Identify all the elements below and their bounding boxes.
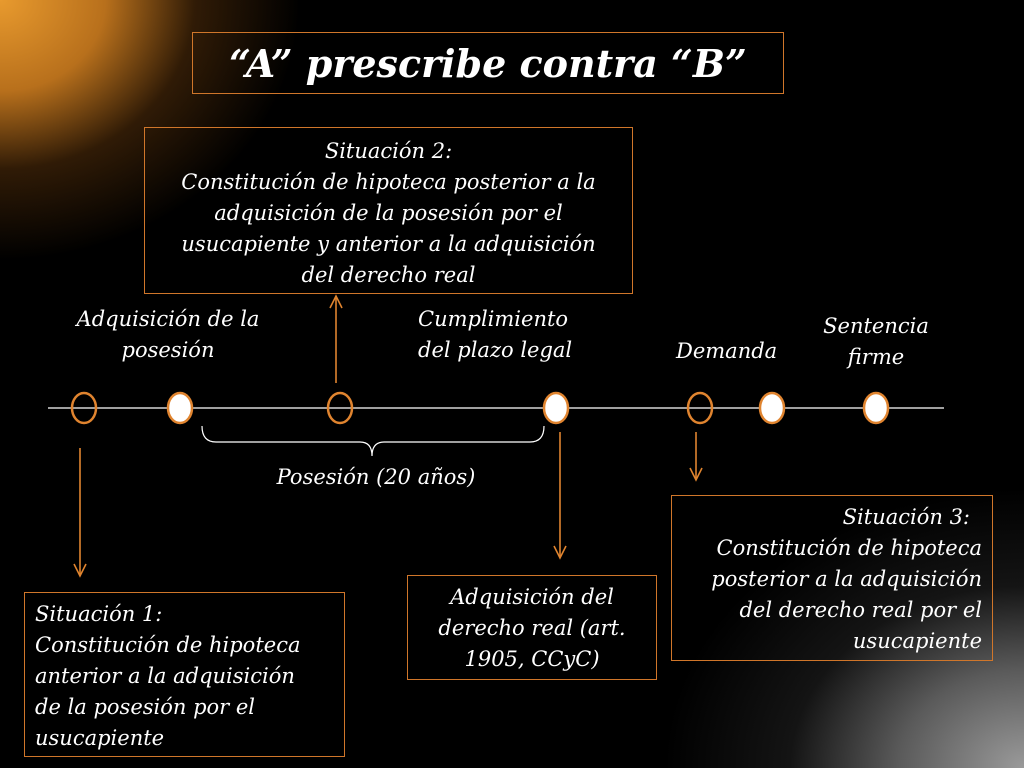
situacion-1-line: usucapiente — [35, 726, 165, 750]
situacion-1-line: de la posesión por el — [35, 695, 256, 719]
label-cumplimiento: Cumplimiento del plazo legal — [418, 307, 573, 362]
page-title: “A” prescribe contra “B” — [192, 32, 784, 94]
label-sentencia: Sentencia firme — [823, 314, 929, 369]
adquisicion-derecho-line: derecho real (art. — [438, 616, 626, 640]
situacion-2-box — [144, 127, 633, 294]
adquisicion-derecho-box — [407, 575, 657, 680]
timeline-node-2 — [168, 393, 192, 423]
situacion-1-line: Constitución de hipoteca — [35, 633, 301, 657]
situacion-1-heading: Situación 1: — [35, 602, 163, 626]
situacion-2-line: usucapiente y anterior a la adquisición — [181, 232, 596, 256]
situacion-1-box — [24, 592, 345, 757]
situacion-3-line: posterior a la adquisición — [711, 567, 982, 591]
label-posesion-span: Posesión (20 años) — [276, 465, 476, 489]
situacion-2-line: del derecho real — [301, 263, 476, 287]
timeline-node-6 — [760, 393, 784, 423]
timeline-node-4 — [544, 393, 568, 423]
situacion-2-line: Constitución de hipoteca posterior a la — [181, 170, 596, 194]
situacion-3-box — [671, 495, 993, 661]
situacion-3-line: del derecho real por el — [739, 598, 982, 622]
adquisicion-derecho-line: Adquisición del — [450, 585, 614, 609]
label-demanda: Demanda — [676, 339, 778, 363]
adquisicion-derecho-line: 1905, CCyC) — [464, 647, 600, 671]
posesion-brace — [202, 426, 544, 456]
timeline-node-7 — [864, 393, 888, 423]
situacion-2-line: adquisición de la posesión por el — [214, 201, 563, 225]
label-adquisicion-posesion: Adquisición de la posesión — [76, 307, 260, 362]
situacion-3-line: Constitución de hipoteca — [716, 536, 982, 560]
situacion-1-line: anterior a la adquisición — [35, 664, 295, 688]
situacion-3-heading: Situación 3: — [842, 505, 970, 529]
situacion-3-line: usucapiente — [852, 629, 982, 653]
situacion-2-heading: Situación 2: — [324, 139, 453, 163]
